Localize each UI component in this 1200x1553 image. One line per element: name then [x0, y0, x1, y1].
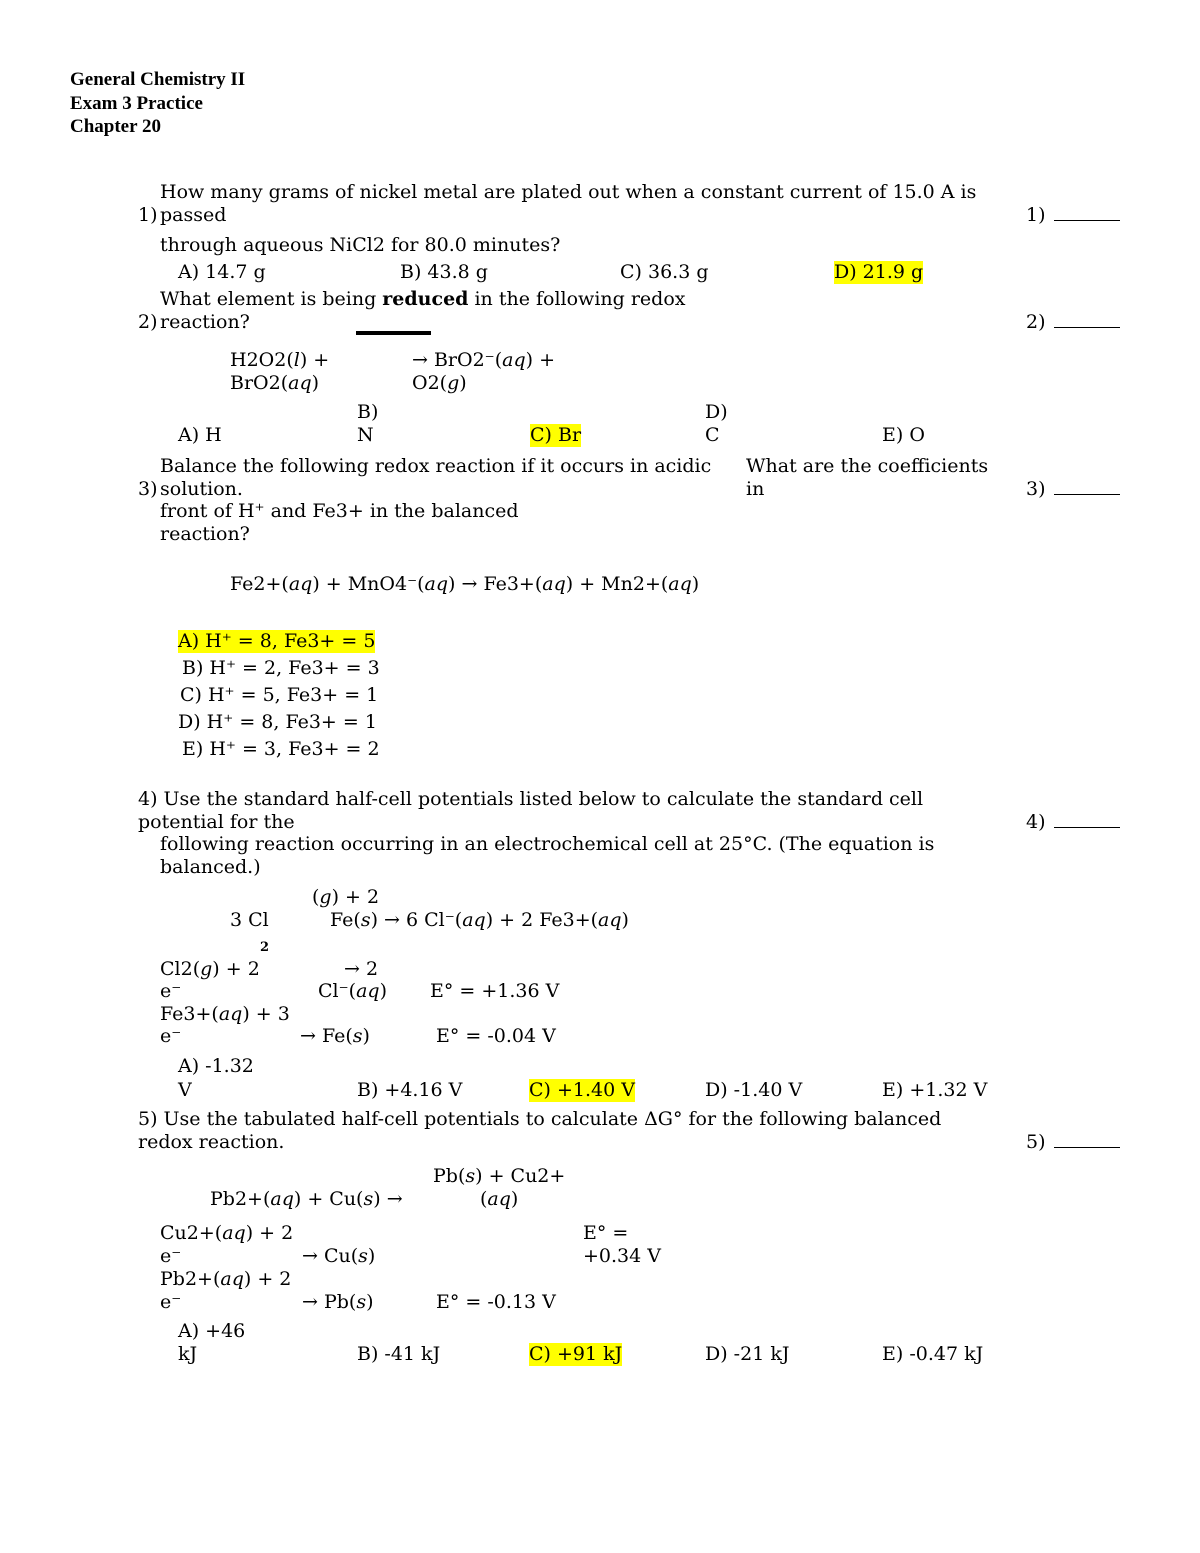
q2-choice-e: E) O [882, 424, 925, 446]
q5-hc1-potential-value: +0.34 V [583, 1245, 661, 1267]
q2-choice-a: A) H [178, 424, 222, 446]
q3-choice-c: C) H⁺ = 5, Fe3+ = 1 [180, 684, 379, 706]
q2-line1: What element is being reduced in the following redox [160, 288, 686, 310]
q4-hc2-electron: e⁻ [160, 1025, 182, 1047]
q3-equation: Fe2+(aq) + MnO4⁻(aq) → Fe3+(aq) + Mn2+(aq) [230, 573, 700, 595]
q3-line2: solution. [160, 478, 243, 500]
q2-choice-d-label: D) [705, 401, 728, 423]
q4-hc1-arrow: → 2 [344, 958, 379, 980]
q4-eq-top: (g) + 2 [312, 886, 380, 908]
q4-choice-c-answer: C) +1.40 V [529, 1079, 635, 1101]
q5-choice-a-unit: kJ [178, 1343, 198, 1365]
q5-hc2-left: Pb2+(aq) + 2 [160, 1268, 292, 1290]
q5-choice-c-answer: C) +91 kJ [529, 1343, 623, 1365]
q3-side2: in [746, 478, 765, 500]
q3-line1: Balance the following redox reaction if it occurs in acidic [160, 455, 712, 477]
q3-line3: front of H⁺ and Fe3+ in the balanced [160, 500, 519, 522]
q2-choice-c-answer: C) Br [530, 424, 582, 446]
q2-choice-b-label: B) [357, 401, 379, 423]
q4-choice-b: B) +4.16 V [357, 1079, 463, 1101]
q5-eq-right2: (aq) [480, 1188, 519, 1210]
q5-answer-blank[interactable] [1026, 1131, 1120, 1154]
q1-choice-c: C) 36.3 g [620, 261, 709, 283]
q5-line1: 5) Use the tabulated half-cell potentials to calculate ΔG° for the following balanced [138, 1108, 942, 1130]
q3-number: 3) [138, 478, 158, 500]
q4-answer-number: 4) [1026, 811, 1046, 833]
q3-side1: What are the coefficients [746, 455, 989, 477]
q3-choice-b: B) H⁺ = 2, Fe3+ = 3 [182, 657, 380, 679]
q5-choice-a-label: A) +46 [178, 1320, 246, 1342]
q1-answer-blank[interactable] [1026, 204, 1120, 227]
q4-line3: following reaction occurring in an electrochemical cell at 25°C. (The equation is [160, 833, 935, 855]
q1-line2: passed [160, 204, 227, 226]
q1-choice-a: A) 14.7 g [178, 261, 266, 283]
exam-title: Exam 3 Practice [70, 93, 203, 114]
q1-answer-number: 1) [1026, 204, 1046, 226]
q5-choice-e: E) -0.47 kJ [882, 1343, 984, 1365]
q4-line2: potential for the [138, 811, 295, 833]
q1-line1: How many grams of nickel metal are plated out when a constant current of 15.0 A is [160, 181, 977, 203]
q1-choice-d-answer: D) 21.9 g [834, 261, 924, 283]
q5-hc1-electron: e⁻ [160, 1245, 182, 1267]
q2-choice-b-value: N [357, 424, 374, 446]
q2-answer-blank[interactable] [1026, 311, 1120, 334]
q3-answer-number: 3) [1026, 478, 1046, 500]
q2-eq-left1: H2O2(l) + [230, 349, 330, 371]
q5-hc2-potential: E° = -0.13 V [436, 1291, 556, 1313]
q5-hc2-product: → Pb(s) [302, 1291, 374, 1313]
q2-number: 2) [138, 311, 158, 333]
q3-choice-e: E) H⁺ = 3, Fe3+ = 2 [182, 738, 380, 760]
q5-answer-number: 5) [1026, 1131, 1046, 1153]
q4-choice-e: E) +1.32 V [882, 1079, 988, 1101]
q1-line3: through aqueous NiCl2 for 80.0 minutes? [160, 234, 561, 256]
q2-eq-right2: O2(g) [412, 372, 467, 394]
q3-answer-blank[interactable] [1026, 478, 1120, 501]
answer-line [1054, 313, 1120, 328]
q4-choice-a-unit: V [178, 1079, 192, 1101]
q4-hc2-left: Fe3+(aq) + 3 [160, 1003, 290, 1025]
q2-choice-d-value: C [705, 424, 720, 446]
q1-choice-b: B) 43.8 g [400, 261, 488, 283]
q1-number: 1) [138, 204, 158, 226]
answer-line [1054, 480, 1120, 495]
q4-choice-d: D) -1.40 V [705, 1079, 803, 1101]
q4-hc1-left: Cl2(g) + 2 [160, 958, 260, 980]
q2-eq-right1: → BrO2⁻(aq) + [412, 349, 555, 371]
q4-answer-blank[interactable] [1026, 811, 1120, 834]
q2-eq-left2: BrO2(aq) [230, 372, 320, 394]
q2-reduced-bold: reduced [382, 288, 469, 310]
q4-eq-subscript: 2 [260, 940, 270, 955]
course-title: General Chemistry II [70, 69, 246, 90]
q5-choice-b: B) -41 kJ [357, 1343, 441, 1365]
q5-eq-right1: Pb(s) + Cu2+ [433, 1165, 566, 1187]
q3-choice-a-answer: A) H⁺ = 8, Fe3+ = 5 [178, 630, 376, 652]
q3-line4: reaction? [160, 523, 250, 545]
q5-hc1-potential-label: E° = [583, 1222, 629, 1244]
answer-line [1054, 1133, 1120, 1148]
q3-choice-d: D) H⁺ = 8, Fe3+ = 1 [178, 711, 377, 733]
q4-hc1-product: Cl⁻(aq) [318, 980, 387, 1002]
q4-hc1-potential: E° = +1.36 V [430, 980, 560, 1002]
q5-hc1-product: → Cu(s) [302, 1245, 376, 1267]
q4-line1: 4) Use the standard half-cell potentials listed below to calculate the standard cell [138, 788, 924, 810]
q2-missing-reactant-bar [356, 331, 431, 335]
q2-line2: reaction? [160, 311, 250, 333]
q5-hc1-left: Cu2+(aq) + 2 [160, 1222, 294, 1244]
q4-eq-main: Fe(s) → 6 Cl⁻(aq) + 2 Fe3+(aq) [330, 909, 629, 931]
answer-line [1054, 813, 1120, 828]
q5-hc2-electron: e⁻ [160, 1291, 182, 1313]
q4-hc1-electron: e⁻ [160, 980, 182, 1002]
q4-hc2-product: → Fe(s) [300, 1025, 370, 1047]
q4-hc2-potential: E° = -0.04 V [436, 1025, 556, 1047]
q5-eq-left: Pb2+(aq) + Cu(s) → [210, 1188, 403, 1210]
q5-line2: redox reaction. [138, 1131, 285, 1153]
answer-line [1054, 206, 1120, 221]
chapter-title: Chapter 20 [70, 116, 161, 137]
q4-choice-a-label: A) -1.32 [178, 1055, 254, 1077]
q4-line4: balanced.) [160, 856, 261, 878]
q4-eq-cl: 3 Cl [230, 909, 269, 931]
q5-choice-d: D) -21 kJ [705, 1343, 790, 1365]
q2-answer-number: 2) [1026, 311, 1046, 333]
